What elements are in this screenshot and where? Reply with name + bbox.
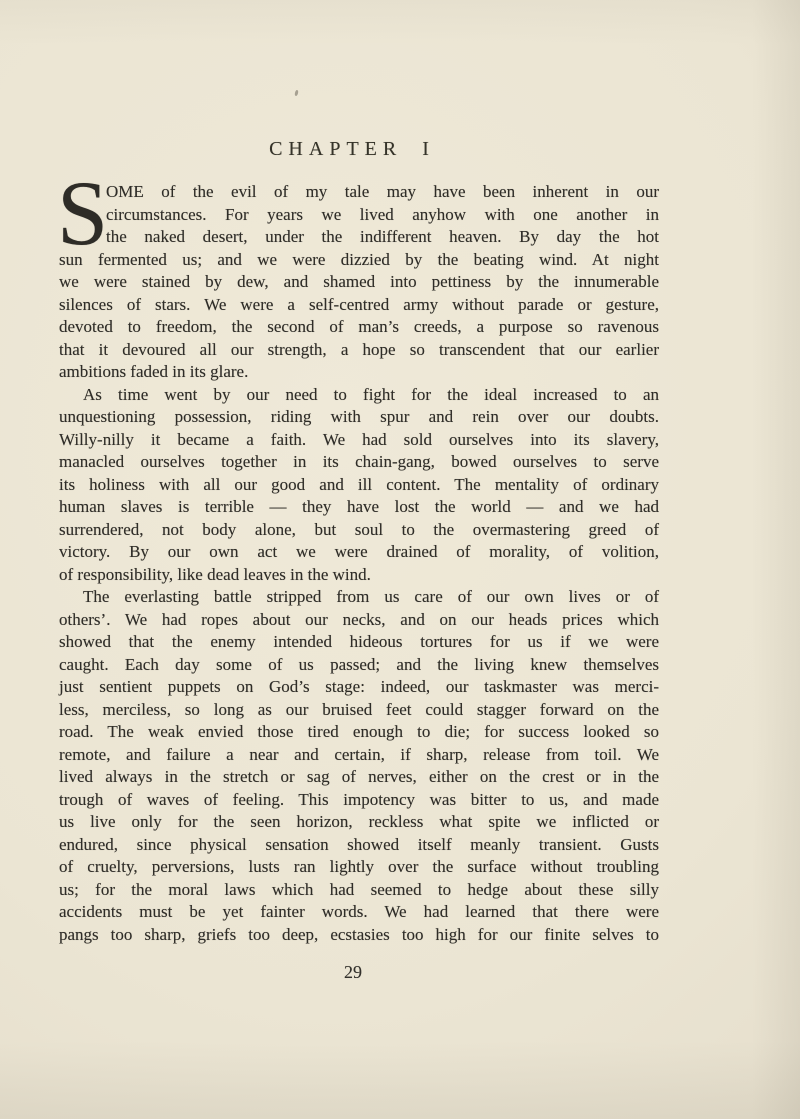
chapter-heading: CHAPTER I bbox=[269, 138, 435, 160]
text-line: that it devoured all our strength, a hope so transcendent that our earlier bbox=[59, 339, 659, 359]
text-line: road. The weak envied those tired enough to die; for success looked so bbox=[59, 722, 659, 741]
text-line: Willy-nilly it became a faith. We had sold ourselves into its slavery, bbox=[59, 429, 659, 449]
text-line: devoted to freedom, the second of man’s creeds, a purpose so ravenous bbox=[59, 317, 659, 336]
text-line: manacled ourselves together in its chain-gang, bowed ourselves to serve bbox=[59, 452, 659, 471]
text-line: accidents must be yet fainter words. We had learned that there were bbox=[59, 902, 659, 921]
drop-cap-initial: S bbox=[57, 162, 109, 264]
text-line: remote, and failure a near and certain, if sharp, release from toil. We bbox=[59, 744, 659, 764]
text-line: us; for the moral laws which had seemed to hedge about these silly bbox=[59, 879, 659, 899]
text-line: victory. By our own act we were drained of morality, of volition, bbox=[59, 542, 659, 561]
text-line: less, merciless, so long as our bruised feet could stagger forward on the bbox=[59, 699, 659, 719]
text-line: pangs too sharp, griefs too deep, ecstasies too high for our finite selves to bbox=[59, 924, 659, 944]
text-line: endured, since physical sensation showed itself meanly transient. Gusts bbox=[59, 834, 659, 854]
text-line: circumstances. For years we lived anyhow with one another in bbox=[106, 204, 659, 224]
text-line: ambitions faded in its glare. bbox=[59, 362, 249, 381]
text-line: caught. Each day some of us passed; and the living knew themselves bbox=[59, 654, 659, 674]
text-line: OME of the evil of my tale may have been inherent in our bbox=[106, 182, 659, 201]
text-line: the naked desert, under the indifferent heaven. By day the hot bbox=[106, 227, 659, 246]
text-block bbox=[59, 181, 659, 946]
text-line: we were stained by dew, and shamed into pettiness by the innumerable bbox=[59, 272, 659, 291]
text-line: of cruelty, perversions, lusts ran lightly over the surface without troubling bbox=[59, 857, 659, 876]
text-line: lived always in the stretch or sag of nerves, either on the crest or in the bbox=[59, 767, 659, 786]
text-line: unquestioning possession, riding with spur and rein over our doubts. bbox=[59, 407, 659, 426]
text-line: silences of stars. We were a self-centred army without parade or gesture, bbox=[59, 294, 659, 314]
text-line: The everlasting battle stripped from us care of our own lives or of bbox=[83, 587, 659, 606]
ink-speck bbox=[294, 90, 298, 97]
text-line: of responsibility, like dead leaves in the wind. bbox=[59, 564, 371, 584]
paragraph bbox=[59, 181, 659, 384]
text-line: trough of waves of feeling. This impotency was bitter to us, and made bbox=[59, 789, 659, 809]
text-line: us live only for the seen horizon, reckless what spite we inflicted or bbox=[59, 812, 659, 831]
text-line: sun fermented us; and we were dizzied by the beating wind. At night bbox=[59, 249, 659, 269]
text-line: human slaves is terrible — they have lost the world — and we had bbox=[59, 497, 659, 516]
page-number: 29 bbox=[344, 962, 362, 982]
text-line: As time went by our need to fight for the ideal increased to an bbox=[83, 384, 659, 404]
text-line: its holiness with all our good and ill content. The mentality of ordinary bbox=[59, 474, 659, 494]
text-line: just sentient puppets on God’s stage: indeed, our taskmaster was merci- bbox=[59, 677, 659, 696]
text-line: showed that the enemy intended hideous tortures for us if we were bbox=[59, 632, 659, 651]
paragraph bbox=[59, 384, 659, 587]
text-line: others’. We had ropes about our necks, and on our heads prices which bbox=[59, 609, 659, 629]
text-line: surrendered, not body alone, but soul to the overmastering greed of bbox=[59, 519, 659, 539]
paragraph bbox=[59, 586, 659, 946]
